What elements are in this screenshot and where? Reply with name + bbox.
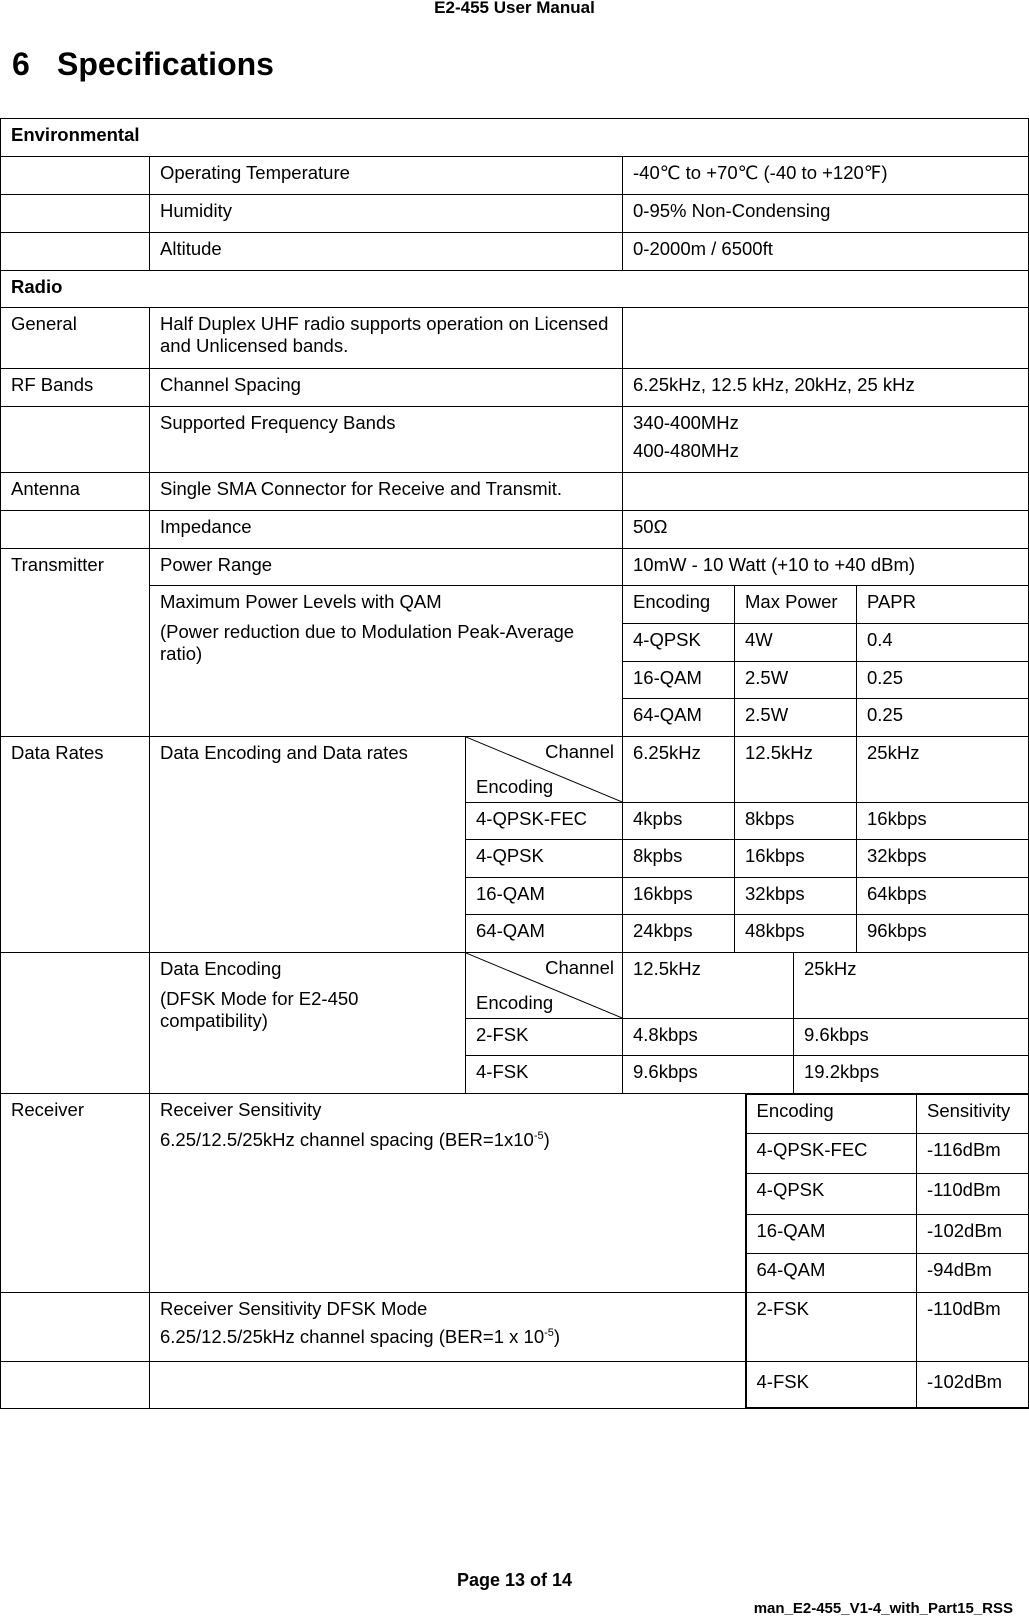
spec-label [150, 1094, 746, 1293]
table-cell: -102dBm [917, 1361, 1029, 1408]
column-header: 6.25kHz [623, 736, 735, 802]
table-cell: 16-QAM [746, 1214, 917, 1253]
table-cell: 4W [735, 623, 857, 661]
specifications-table [0, 118, 1029, 1409]
table-cell: 16-QAM [623, 661, 735, 698]
spec-value: 0-2000m / 6500ft [623, 233, 1029, 271]
category-label: General [1, 308, 150, 369]
spec-label: Half Duplex UHF radio supports operation on Licensed and Unlicensed bands. [150, 308, 623, 369]
category-label: Transmitter [1, 549, 150, 736]
table-row [1, 736, 1029, 802]
category-label: Receiver [1, 1094, 150, 1293]
column-header: Sensitivity [917, 1094, 1029, 1134]
table-cell: 64-QAM [466, 914, 623, 952]
table-row [1, 407, 1029, 473]
table-row [1, 233, 1029, 271]
empty-cell [1, 407, 150, 473]
column-header: Max Power [735, 586, 857, 623]
frequency-band: 400-480MHz [633, 440, 739, 462]
table-cell: 8kpbs [623, 839, 735, 877]
table-cell: 19.2kbps [794, 1056, 1029, 1094]
table-cell: 4-QPSK [466, 839, 623, 877]
spec-value: 0-95% Non-Condensing [623, 195, 1029, 233]
page-number: Page 13 of 14 [456, 1570, 573, 1590]
spec-label: Altitude [150, 233, 623, 271]
table-row [1, 586, 1029, 623]
empty-cell [1, 157, 150, 195]
document-id: man_E2-455_V1-4_with_Part15_RSS [753, 1600, 1013, 1617]
table-cell: 4-QPSK-FEC [466, 802, 623, 839]
table-cell: 4kpbs [623, 802, 735, 839]
section-title: Specifications [57, 46, 274, 82]
table-cell: 2.5W [735, 661, 857, 698]
table-row [1, 369, 1029, 407]
table-cell: 2.5W [735, 698, 857, 736]
table-cell: 24kbps [623, 914, 735, 952]
spec-label: Humidity [150, 195, 623, 233]
spec-label: Single SMA Connector for Receive and Transmit. [150, 473, 623, 511]
table-row [1, 271, 1029, 308]
table-row [1, 195, 1029, 233]
column-header: Encoding [746, 1094, 917, 1134]
table-cell: 16-QAM [466, 877, 623, 914]
table-cell: 4-QPSK-FEC [746, 1134, 917, 1174]
table-cell: 0.25 [857, 698, 1029, 736]
table-row [1, 1292, 1029, 1361]
frequency-band: 340-400MHz [633, 412, 739, 434]
column-header: PAPR [857, 586, 1029, 623]
table-cell: 4-FSK [466, 1056, 623, 1094]
table-row [1, 308, 1029, 369]
max-power-note: (Power reduction due to Modulation Peak-Average ratio) [160, 621, 575, 665]
table-cell: 4.8kbps [623, 1018, 794, 1055]
table-cell: 64kbps [857, 877, 1029, 914]
table-cell: 96kbps [857, 914, 1029, 952]
table-cell: 16kbps [857, 802, 1029, 839]
section-heading-environmental: Environmental [1, 119, 1029, 157]
spec-value: 6.25kHz, 12.5 kHz, 20kHz, 25 kHz [623, 369, 1029, 407]
table-row [1, 549, 1029, 586]
spec-value: 10mW - 10 Watt (+10 to +40 dBm) [623, 549, 1029, 586]
spec-label: Data Encoding and Data rates [150, 736, 466, 952]
table-cell: 16kbps [623, 877, 735, 914]
table-cell: 0.4 [857, 623, 1029, 661]
diag-channel-label: Channel [545, 740, 614, 762]
receiver-dfsk-label: Receiver Sensitivity DFSK Mode [160, 1297, 428, 1319]
table-cell: 2-FSK [746, 1292, 917, 1361]
column-header: 25kHz [794, 953, 1029, 1019]
spec-value: 50Ω [623, 511, 1029, 549]
max-power-label: Maximum Power Levels with QAM [160, 591, 442, 613]
table-cell: 4-QPSK [623, 623, 735, 661]
diagonal-header-cell [466, 953, 623, 1019]
table-cell: 4-QPSK [746, 1174, 917, 1214]
table-row [1, 119, 1029, 157]
table-cell: 64-QAM [746, 1253, 917, 1292]
empty-cell [1, 511, 150, 549]
table-cell: 9.6kbps [623, 1056, 794, 1094]
receiver-sensitivity-label: Receiver Sensitivity [160, 1099, 322, 1121]
table-cell: -110dBm [917, 1292, 1029, 1361]
empty-cell [1, 233, 150, 271]
table-cell: -110dBm [917, 1174, 1029, 1214]
category-label: RF Bands [1, 369, 150, 407]
spec-value [623, 407, 1029, 473]
diag-channel-label: Channel [545, 957, 614, 979]
column-header: 12.5kHz [735, 736, 857, 802]
empty-cell [623, 473, 1029, 511]
spec-label [150, 586, 623, 736]
table-row [1, 157, 1029, 195]
diag-encoding-label: Encoding [476, 991, 554, 1013]
table-cell: -116dBm [917, 1134, 1029, 1174]
receiver-dfsk-note: 6.25/12.5/25kHz channel spacing (BER=1 x $10^{-5}$) [160, 1325, 561, 1347]
empty-cell [1, 1361, 150, 1408]
receiver-sensitivity-note: 6.25/12.5/25kHz channel spacing $(BER=1x10^{-5})$ [160, 1129, 550, 1151]
table-row [1, 1094, 1029, 1134]
table-row [1, 473, 1029, 511]
table-cell: 2-FSK [466, 1018, 623, 1055]
table-cell: 64-QAM [623, 698, 735, 736]
table-row [1, 953, 1029, 1019]
table-cell: 9.6kbps [794, 1018, 1029, 1055]
table-cell: 32kbps [857, 839, 1029, 877]
column-header: 12.5kHz [623, 953, 794, 1019]
empty-cell [1, 1292, 150, 1361]
empty-cell [150, 1361, 746, 1408]
spec-label: Impedance [150, 511, 623, 549]
spec-label [150, 1292, 746, 1361]
column-header: 25kHz [857, 736, 1029, 802]
table-row [1, 1361, 1029, 1408]
table-cell: -94dBm [917, 1253, 1029, 1292]
spec-value: -40℃ to +70℃ (-40 to +120℉) [623, 157, 1029, 195]
category-label: Data Rates [1, 736, 150, 952]
table-cell: 48kbps [735, 914, 857, 952]
table-cell: 0.25 [857, 661, 1029, 698]
table-cell: 32kbps [735, 877, 857, 914]
dfsk-note: (DFSK Mode for E2-450 compatibility) [160, 988, 359, 1032]
section-heading-radio: Radio [1, 271, 1029, 308]
table-cell: 8kbps [735, 802, 857, 839]
section-number: 6 [12, 46, 30, 82]
spec-label: Operating Temperature [150, 157, 623, 195]
empty-cell [1, 195, 150, 233]
category-label: Antenna [1, 473, 150, 511]
running-header: E2-455 User Manual [434, 0, 595, 17]
table-cell: 4-FSK [746, 1361, 917, 1408]
empty-cell [1, 953, 150, 1094]
diagonal-header-cell [466, 736, 623, 802]
spec-label: Supported Frequency Bands [150, 407, 623, 473]
column-header: Encoding [623, 586, 735, 623]
table-cell: -102dBm [917, 1214, 1029, 1253]
empty-cell [623, 308, 1029, 369]
table-cell: 16kbps [735, 839, 857, 877]
page-title [12, 46, 274, 83]
diag-encoding-label: Encoding [476, 775, 554, 797]
spec-label [150, 953, 466, 1094]
dfsk-label: Data Encoding [160, 958, 282, 980]
spec-label: Power Range [150, 549, 623, 586]
table-row [1, 511, 1029, 549]
spec-label: Channel Spacing [150, 369, 623, 407]
